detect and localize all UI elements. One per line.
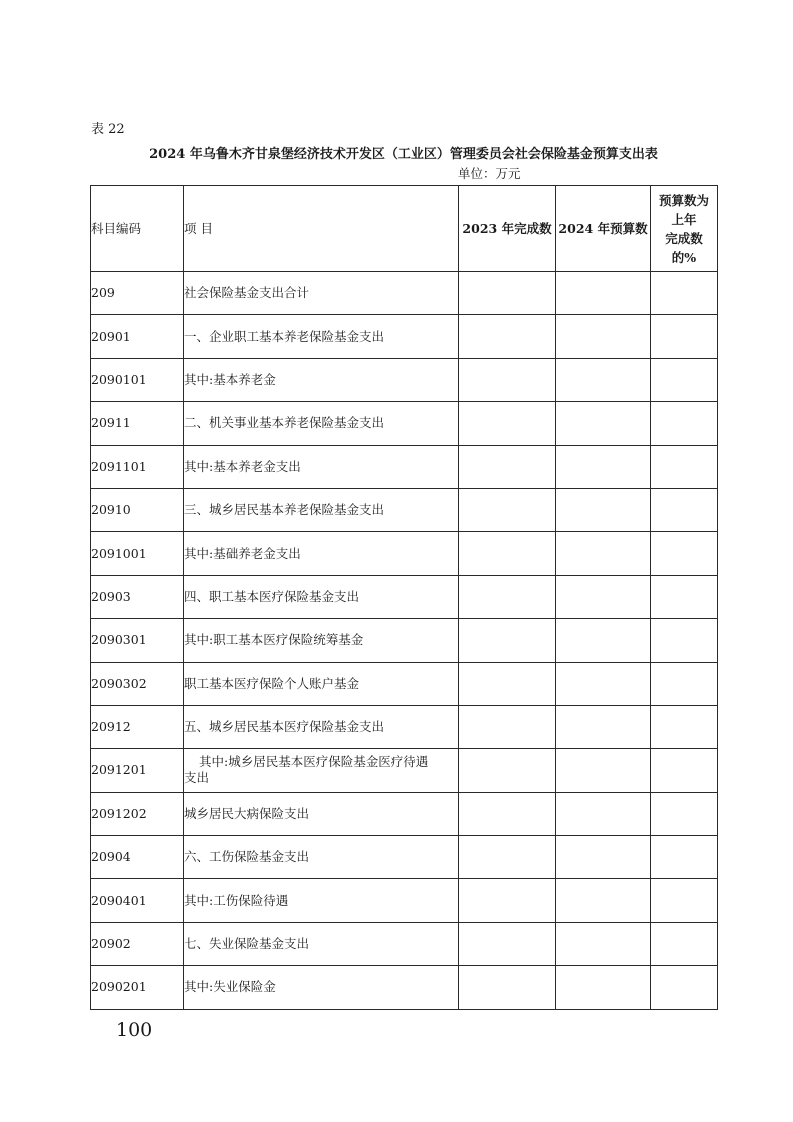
row-code: 2090401 bbox=[91, 879, 184, 922]
header-percent-line3: 完成数 bbox=[665, 230, 703, 246]
row-name: 其中:职工基本医疗保险统筹基金 bbox=[184, 619, 459, 662]
row-percent bbox=[651, 532, 718, 575]
row-completed-2023 bbox=[459, 488, 556, 531]
row-code: 2091201 bbox=[91, 749, 184, 792]
row-code: 209 bbox=[91, 272, 184, 315]
row-code: 20902 bbox=[91, 922, 184, 965]
row-percent bbox=[651, 272, 718, 315]
row-name: 五、城乡居民基本医疗保险基金支出 bbox=[184, 705, 459, 748]
row-name-line2: 支出 bbox=[184, 770, 210, 786]
table-row bbox=[91, 966, 718, 1009]
row-budget-2024 bbox=[556, 879, 651, 922]
row-completed-2023 bbox=[459, 445, 556, 488]
row-name: 其中:工伤保险待遇 bbox=[184, 879, 459, 922]
page-number: 100 bbox=[116, 1019, 153, 1041]
row-completed-2023 bbox=[459, 402, 556, 445]
table-row bbox=[91, 315, 718, 358]
row-name: 七、失业保险基金支出 bbox=[184, 922, 459, 965]
row-code: 2091202 bbox=[91, 792, 184, 835]
table-row bbox=[91, 922, 718, 965]
row-name: 其中:基础养老金支出 bbox=[184, 532, 459, 575]
row-percent bbox=[651, 662, 718, 705]
row-name: 其中:失业保险金 bbox=[184, 966, 459, 1009]
row-name: 社会保险基金支出合计 bbox=[184, 272, 459, 315]
row-completed-2023 bbox=[459, 792, 556, 835]
row-percent bbox=[651, 445, 718, 488]
row-code: 2090301 bbox=[91, 619, 184, 662]
table-header-row bbox=[91, 186, 718, 272]
table-number: 表 22 bbox=[91, 122, 125, 137]
table-row bbox=[91, 575, 718, 618]
row-budget-2024 bbox=[556, 358, 651, 401]
table-row bbox=[91, 532, 718, 575]
row-budget-2024 bbox=[556, 749, 651, 792]
row-percent bbox=[651, 358, 718, 401]
row-percent bbox=[651, 619, 718, 662]
row-name: 四、职工基本医疗保险基金支出 bbox=[184, 575, 459, 618]
header-percent-line1: 预算数为 bbox=[658, 192, 709, 208]
row-budget-2024 bbox=[556, 792, 651, 835]
row-completed-2023 bbox=[459, 272, 556, 315]
row-code: 20912 bbox=[91, 705, 184, 748]
row-percent bbox=[651, 836, 718, 879]
row-completed-2023 bbox=[459, 749, 556, 792]
row-code: 2091101 bbox=[91, 445, 184, 488]
row-percent bbox=[651, 705, 718, 748]
row-code: 20904 bbox=[91, 836, 184, 879]
row-completed-2023 bbox=[459, 358, 556, 401]
table-row bbox=[91, 792, 718, 835]
header-code: 科目编码 bbox=[91, 186, 184, 272]
row-completed-2023 bbox=[459, 575, 556, 618]
row-budget-2024 bbox=[556, 575, 651, 618]
row-budget-2024 bbox=[556, 272, 651, 315]
table-row bbox=[91, 272, 718, 315]
row-budget-2024 bbox=[556, 445, 651, 488]
row-completed-2023 bbox=[459, 705, 556, 748]
row-code: 2090302 bbox=[91, 662, 184, 705]
row-budget-2024 bbox=[556, 532, 651, 575]
table-row bbox=[91, 488, 718, 531]
row-budget-2024 bbox=[556, 488, 651, 531]
header-percent bbox=[651, 186, 718, 272]
row-budget-2024 bbox=[556, 402, 651, 445]
row-completed-2023 bbox=[459, 966, 556, 1009]
row-completed-2023 bbox=[459, 619, 556, 662]
header-percent-line2: 上年 bbox=[671, 211, 697, 227]
row-name: 城乡居民大病保险支出 bbox=[184, 792, 459, 835]
row-name bbox=[184, 749, 459, 792]
row-code: 20903 bbox=[91, 575, 184, 618]
header-budget-2024: 2024 年预算数 bbox=[556, 186, 651, 272]
table-row bbox=[91, 358, 718, 401]
row-percent bbox=[651, 879, 718, 922]
row-budget-2024 bbox=[556, 836, 651, 879]
row-code: 20910 bbox=[91, 488, 184, 531]
table-row bbox=[91, 402, 718, 445]
row-percent bbox=[651, 488, 718, 531]
row-percent bbox=[651, 792, 718, 835]
row-completed-2023 bbox=[459, 922, 556, 965]
row-completed-2023 bbox=[459, 662, 556, 705]
row-percent bbox=[651, 922, 718, 965]
row-budget-2024 bbox=[556, 662, 651, 705]
row-completed-2023 bbox=[459, 315, 556, 358]
row-percent bbox=[651, 402, 718, 445]
table-row bbox=[91, 836, 718, 879]
row-name: 职工基本医疗保险个人账户基金 bbox=[184, 662, 459, 705]
row-percent bbox=[651, 749, 718, 792]
row-percent bbox=[651, 575, 718, 618]
row-budget-2024 bbox=[556, 966, 651, 1009]
row-name: 一、企业职工基本养老保险基金支出 bbox=[184, 315, 459, 358]
header-completed-2023: 2023 年完成数 bbox=[459, 186, 556, 272]
row-name: 二、机关事业基本养老保险基金支出 bbox=[184, 402, 459, 445]
table-row bbox=[91, 619, 718, 662]
table-row bbox=[91, 662, 718, 705]
row-percent bbox=[651, 315, 718, 358]
row-budget-2024 bbox=[556, 315, 651, 358]
row-name-line1: 其中:城乡居民基本医疗保险基金医疗待遇 bbox=[199, 754, 429, 770]
row-code: 2090101 bbox=[91, 358, 184, 401]
table-row bbox=[91, 879, 718, 922]
row-code: 20901 bbox=[91, 315, 184, 358]
unit-label: 单位：万元 bbox=[458, 166, 521, 181]
row-name: 六、工伤保险基金支出 bbox=[184, 836, 459, 879]
document-title: 2024 年乌鲁木齐甘泉堡经济技术开发区（工业区）管理委员会社会保险基金预算支出表 bbox=[149, 147, 658, 162]
row-code: 20911 bbox=[91, 402, 184, 445]
row-code: 2090201 bbox=[91, 966, 184, 1009]
row-completed-2023 bbox=[459, 532, 556, 575]
table-row bbox=[91, 749, 718, 792]
row-completed-2023 bbox=[459, 836, 556, 879]
budget-table bbox=[90, 185, 718, 1010]
header-percent-line4: 的% bbox=[671, 249, 697, 265]
row-budget-2024 bbox=[556, 705, 651, 748]
row-name: 其中:基本养老金支出 bbox=[184, 445, 459, 488]
header-item: 项 目 bbox=[184, 186, 459, 272]
row-completed-2023 bbox=[459, 879, 556, 922]
row-budget-2024 bbox=[556, 619, 651, 662]
row-budget-2024 bbox=[556, 922, 651, 965]
row-name: 三、城乡居民基本养老保险基金支出 bbox=[184, 488, 459, 531]
row-name: 其中:基本养老金 bbox=[184, 358, 459, 401]
row-percent bbox=[651, 966, 718, 1009]
table-row bbox=[91, 445, 718, 488]
row-code: 2091001 bbox=[91, 532, 184, 575]
table-row bbox=[91, 705, 718, 748]
